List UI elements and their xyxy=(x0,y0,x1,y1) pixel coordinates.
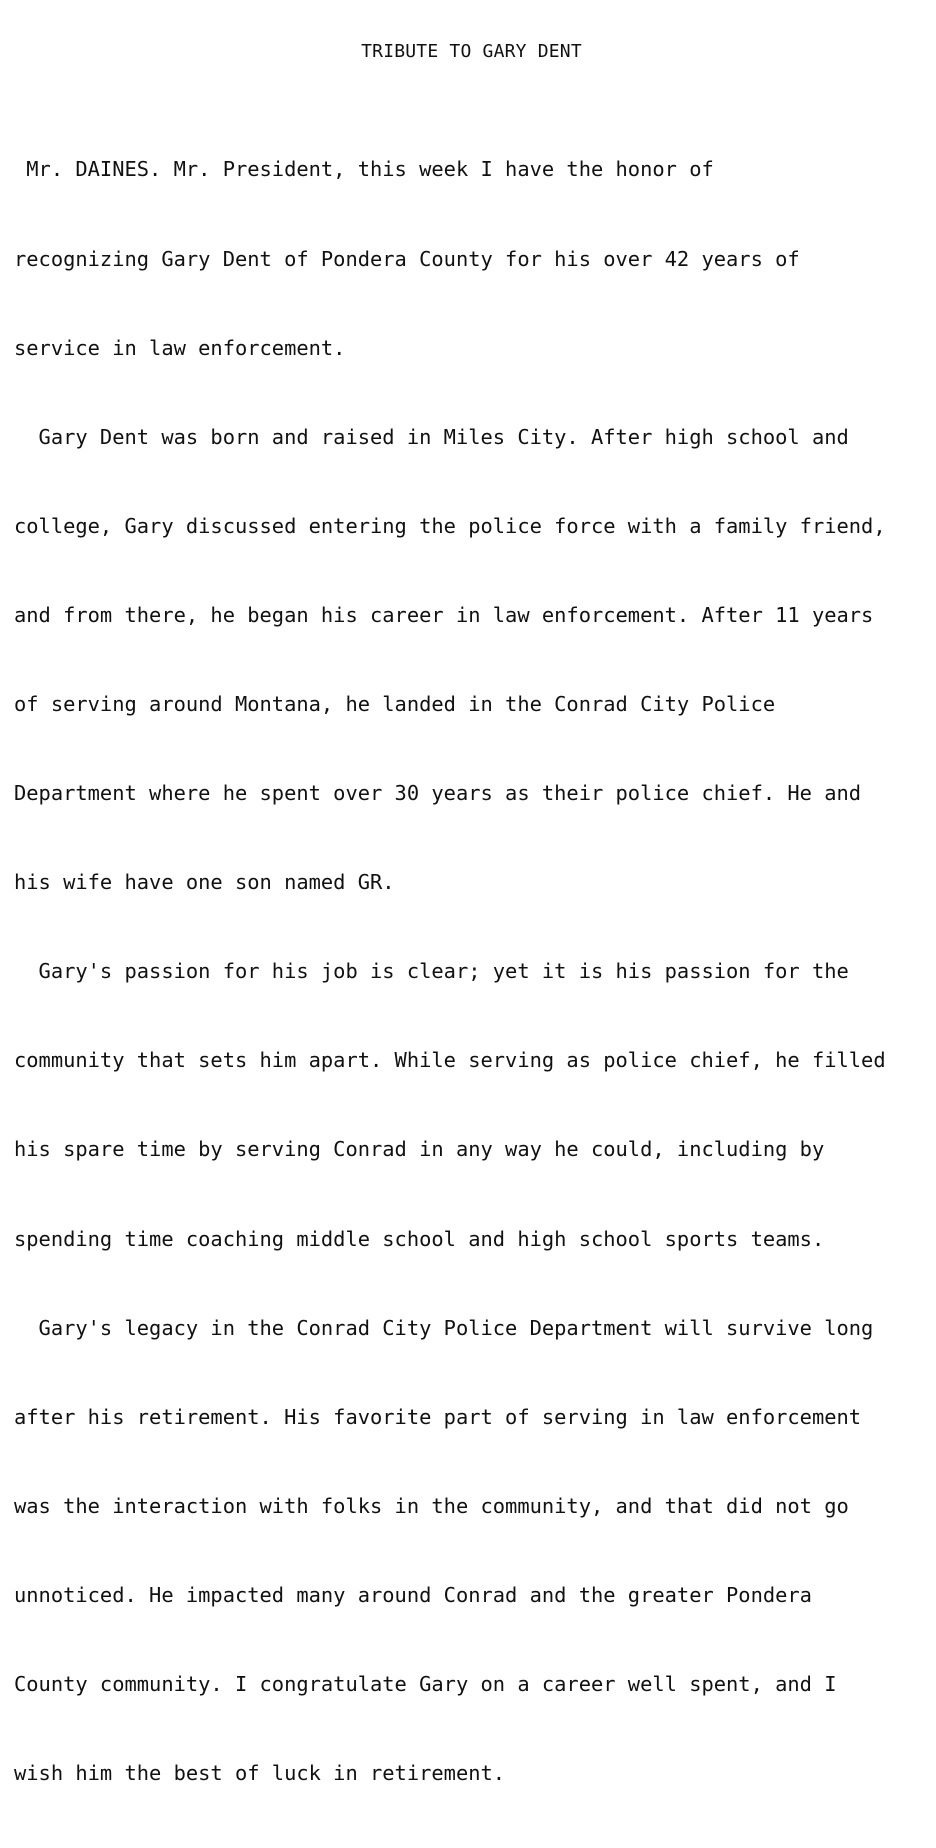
text-line: County community. I congratulate Gary on a career well spent, and I xyxy=(14,1672,837,1696)
text-line: of serving around Montana, he landed in the Conrad City Police xyxy=(14,691,776,716)
text-line: was the interaction with folks in the community, and that did not go xyxy=(14,1493,849,1518)
document-title: TRIBUTE TO GARY DENT xyxy=(361,41,582,62)
document-body xyxy=(14,96,929,1848)
text-line: his spare time by serving Conrad in any way he could, including by xyxy=(14,1137,825,1162)
text-line: wish him the best of luck in retirement. xyxy=(14,1761,506,1786)
text-line: unnoticed. He impacted many around Conrad and the greater Pondera xyxy=(14,1582,812,1607)
text-line: service in law enforcement. xyxy=(14,335,346,360)
text-line: Gary's passion for his job is clear; yet it is his passion for the xyxy=(14,959,849,984)
text-line: Department where he spent over 30 years as their police chief. He and xyxy=(14,781,862,806)
text-line: Mr. DAINES. Mr. President, this week I have the honor of xyxy=(14,157,714,182)
text-line: college, Gary discussed entering the police force with a family friend, xyxy=(14,513,886,538)
text-line: spending time coaching middle school and high school sports teams. xyxy=(14,1226,825,1251)
text-line: Gary's legacy in the Conrad City Police Department will survive long xyxy=(14,1315,874,1340)
text-line: community that sets him apart. While serving as police chief, he filled xyxy=(14,1048,886,1073)
text-line: and from there, he began his career in law enforcement. After 11 years xyxy=(14,602,874,627)
text-line: Gary Dent was born and raised in Miles City. After high school and xyxy=(14,424,849,449)
text-line: after his retirement. His favorite part of serving in law enforcement xyxy=(14,1404,862,1429)
text-line: his wife have one son named GR. xyxy=(14,870,395,895)
text-line: recognizing Gary Dent of Pondera County for his over 42 years of xyxy=(14,246,800,271)
